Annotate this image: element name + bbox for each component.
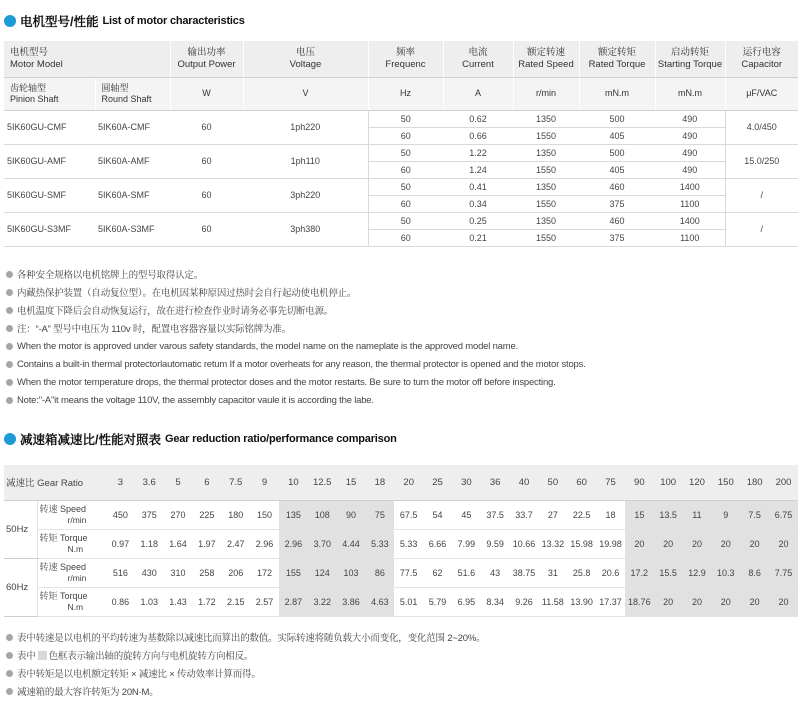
torque-cell: 405 <box>579 127 655 144</box>
freq-cell: 60 <box>368 161 443 178</box>
motor-row <box>4 212 798 229</box>
bullet-icon <box>6 343 13 350</box>
capacitor-cell: / <box>725 178 798 212</box>
note-item: When the motor is approved under varous safety standards, the model name on the nameplate is the approved model name. <box>6 337 586 355</box>
frequency-label: 60Hz <box>4 558 37 616</box>
gear-ratio-cell: 3.6 <box>135 465 164 500</box>
current-cell: 0.34 <box>443 195 513 212</box>
gear-ratio-cell: 120 <box>683 465 712 500</box>
motor-section-title-en: List of motor characteristics <box>102 15 245 27</box>
gear-speed-value: 13.5 <box>654 500 683 529</box>
bullet-icon <box>6 289 13 296</box>
rated-speed-header: 额定转速 Rated Speed <box>513 41 579 77</box>
bullet-icon <box>6 361 13 368</box>
torque-cell: 460 <box>579 178 655 195</box>
bullet-icon <box>6 307 13 314</box>
unit-capacitor: μF/VAC <box>725 77 798 110</box>
gear-speed-value: 103 <box>337 558 366 587</box>
gear-torque-value: 0.86 <box>106 587 135 616</box>
speed-cell: 1550 <box>513 229 579 246</box>
freq-cell: 50 <box>368 110 443 127</box>
motor-model-round: 5IK60A-SMF <box>95 178 170 212</box>
gear-speed-value: 33.7 <box>510 500 539 529</box>
torque-label: 转矩 Torque N.m <box>37 529 106 558</box>
gear-speed-value: 516 <box>106 558 135 587</box>
gear-ratio-cell: 12.5 <box>308 465 337 500</box>
motor-notes <box>6 265 586 409</box>
gear-torque-row <box>4 529 798 558</box>
freq-cell: 50 <box>368 144 443 161</box>
gear-torque-value: 20 <box>740 529 769 558</box>
gear-ratio-cell: 150 <box>711 465 740 500</box>
gear-ratio-cell: 20 <box>394 465 423 500</box>
torque-cell: 500 <box>579 144 655 161</box>
note-item: When the motor temperature drops, the thermal protector doses and the motor restarts. Be sure to turn the motor off before inspecting. <box>6 373 586 391</box>
gear-speed-value: 90 <box>337 500 366 529</box>
note-item: Contains a built-in thermal protectorlautomatic retum If a motor overheats for any reason, the thermal protector is opened and the motor stops. <box>6 355 586 373</box>
gear-speed-value: 7.75 <box>769 558 798 587</box>
frequency-header: 频率 Frequenc <box>368 41 443 77</box>
gear-ratio-label: 减速比 Gear Ratio <box>4 465 106 500</box>
rated-torque-header: 额定转矩 Rated Torque <box>579 41 655 77</box>
start-cell: 1400 <box>655 178 725 195</box>
gear-section-title <box>4 431 397 447</box>
gear-torque-value: 6.66 <box>423 529 452 558</box>
bullet-icon <box>6 670 13 677</box>
gear-speed-value: 37.5 <box>481 500 510 529</box>
motor-row <box>4 178 798 195</box>
start-cell: 490 <box>655 144 725 161</box>
gear-torque-value: 13.90 <box>567 587 596 616</box>
gear-speed-value: 450 <box>106 500 135 529</box>
gear-speed-value: 51.6 <box>452 558 481 587</box>
gear-ratio-cell: 40 <box>510 465 539 500</box>
gear-speed-value: 124 <box>308 558 337 587</box>
gear-torque-value: 1.43 <box>164 587 193 616</box>
bullet-icon <box>6 397 13 404</box>
output-power-cell: 60 <box>170 212 243 246</box>
gear-torque-value: 2.87 <box>279 587 308 616</box>
gear-ratio-cell: 60 <box>567 465 596 500</box>
gear-torque-value: 1.64 <box>164 529 193 558</box>
gear-torque-value: 17.37 <box>596 587 625 616</box>
start-cell: 490 <box>655 127 725 144</box>
freq-cell: 60 <box>368 195 443 212</box>
bullet-icon <box>6 652 13 659</box>
gear-speed-value: 15 <box>625 500 654 529</box>
gear-speed-row <box>4 558 798 587</box>
motor-characteristics-table <box>4 41 798 247</box>
gear-torque-value: 11.58 <box>538 587 567 616</box>
voltage-cell: 3ph380 <box>243 212 368 246</box>
gear-torque-value: 9.59 <box>481 529 510 558</box>
gear-ratio-cell: 50 <box>538 465 567 500</box>
gear-speed-value: 7.5 <box>740 500 769 529</box>
gear-torque-value: 9.26 <box>510 587 539 616</box>
gear-torque-value: 5.79 <box>423 587 452 616</box>
gear-speed-value: 430 <box>135 558 164 587</box>
gear-torque-value: 3.86 <box>337 587 366 616</box>
motor-model-round: 5IK60A-S3MF <box>95 212 170 246</box>
gear-speed-value: 206 <box>221 558 250 587</box>
gear-speed-value: 12.9 <box>683 558 712 587</box>
gear-torque-value: 20 <box>654 529 683 558</box>
section-bullet-icon <box>4 433 16 445</box>
gear-torque-value: 1.03 <box>135 587 164 616</box>
gear-speed-value: 27 <box>538 500 567 529</box>
starting-torque-header: 启动转矩 Starting Torque <box>655 41 725 77</box>
motor-model-pinion: 5IK60GU-AMF <box>4 144 95 178</box>
motor-row <box>4 110 798 127</box>
gear-ratio-cell: 5 <box>164 465 193 500</box>
freq-cell: 60 <box>368 127 443 144</box>
motor-model-pinion: 5IK60GU-S3MF <box>4 212 95 246</box>
gear-torque-value: 7.99 <box>452 529 481 558</box>
torque-cell: 500 <box>579 110 655 127</box>
gear-speed-value: 6.75 <box>769 500 798 529</box>
gear-torque-value: 19.98 <box>596 529 625 558</box>
gear-ratio-cell: 90 <box>625 465 654 500</box>
gear-speed-row <box>4 500 798 529</box>
note-item: 表中转速是以电机的平均转速为基数除以减速比而算出的数值。实际转速将随负载大小而变化，变化范围 2~20%。 <box>6 628 485 646</box>
gear-speed-value: 20.6 <box>596 558 625 587</box>
speed-label: 转速 Speed r/min <box>37 500 106 529</box>
gear-speed-value: 25.8 <box>567 558 596 587</box>
note-item: 各种安全规格以电机铭牌上的型号取得认定。 <box>6 265 586 283</box>
current-header: 电流 Current <box>443 41 513 77</box>
motor-model-header: 电机型号 Motor Model <box>4 41 170 77</box>
gear-speed-value: 18 <box>596 500 625 529</box>
capacitor-cell: 15.0/250 <box>725 144 798 178</box>
freq-cell: 50 <box>368 178 443 195</box>
motor-section-title-cn: 电机型号/性能 <box>20 15 99 29</box>
gear-torque-value: 18.76 <box>625 587 654 616</box>
motor-model-pinion: 5IK60GU-SMF <box>4 178 95 212</box>
gear-section-title-en: Gear reduction ratio/performance comparison <box>164 433 397 445</box>
start-cell: 1100 <box>655 229 725 246</box>
gear-speed-value: 9 <box>711 500 740 529</box>
gear-ratio-cell: 100 <box>654 465 683 500</box>
gear-speed-value: 135 <box>279 500 308 529</box>
output-power-header: 输出功率 Output Power <box>170 41 243 77</box>
unit-torque: mN.m <box>579 77 655 110</box>
gear-speed-value: 225 <box>192 500 221 529</box>
bullet-icon <box>6 688 13 695</box>
unit-voltage: V <box>243 77 368 110</box>
unit-speed: r/min <box>513 77 579 110</box>
note-item: 减速箱的最大容许转矩为 20N·M。 <box>6 682 485 700</box>
gear-speed-value: 11 <box>683 500 712 529</box>
gear-torque-value: 20 <box>654 587 683 616</box>
current-cell: 0.41 <box>443 178 513 195</box>
bullet-icon <box>6 271 13 278</box>
gear-torque-value: 13.32 <box>538 529 567 558</box>
gear-torque-value: 20 <box>683 587 712 616</box>
gear-torque-value: 5.01 <box>394 587 423 616</box>
pinion-shaft-header: 齿轮轴型 Pinion Shaft <box>4 77 95 110</box>
gear-notes <box>6 628 485 700</box>
current-cell: 0.62 <box>443 110 513 127</box>
speed-cell: 1550 <box>513 195 579 212</box>
gear-ratio-cell: 10 <box>279 465 308 500</box>
gear-torque-value: 20 <box>740 587 769 616</box>
gear-torque-value: 20 <box>711 587 740 616</box>
gear-speed-value: 67.5 <box>394 500 423 529</box>
gear-section-title-cn: 减速箱减速比/性能对照表 <box>20 433 161 447</box>
gear-speed-value: 77.5 <box>394 558 423 587</box>
gear-speed-value: 150 <box>250 500 279 529</box>
start-cell: 1400 <box>655 212 725 229</box>
gear-torque-value: 2.15 <box>221 587 250 616</box>
bullet-icon <box>6 379 13 386</box>
unit-frequency: Hz <box>368 77 443 110</box>
start-cell: 1100 <box>655 195 725 212</box>
voltage-cell: 3ph220 <box>243 178 368 212</box>
gear-torque-value: 5.33 <box>394 529 423 558</box>
motor-model-round: 5IK60A-AMF <box>95 144 170 178</box>
motor-row <box>4 144 798 161</box>
gear-torque-value: 20 <box>625 529 654 558</box>
gear-torque-value: 6.95 <box>452 587 481 616</box>
capacitor-cell: 4.0/450 <box>725 110 798 144</box>
gear-torque-value: 20 <box>769 587 798 616</box>
round-shaft-header: 圆轴型 Round Shaft <box>95 77 170 110</box>
gear-speed-value: 108 <box>308 500 337 529</box>
gear-ratio-cell: 6 <box>192 465 221 500</box>
gear-speed-value: 172 <box>250 558 279 587</box>
speed-label: 转速 Speed r/min <box>37 558 106 587</box>
torque-cell: 405 <box>579 161 655 178</box>
gear-speed-value: 38.75 <box>510 558 539 587</box>
capacitor-cell: / <box>725 212 798 246</box>
output-power-cell: 60 <box>170 178 243 212</box>
gear-speed-value: 75 <box>365 500 394 529</box>
current-cell: 0.25 <box>443 212 513 229</box>
gear-ratio-cell: 200 <box>769 465 798 500</box>
gear-speed-value: 22.5 <box>567 500 596 529</box>
gear-speed-value: 180 <box>221 500 250 529</box>
gear-speed-value: 155 <box>279 558 308 587</box>
gear-ratio-cell: 36 <box>481 465 510 500</box>
gear-torque-value: 5.33 <box>365 529 394 558</box>
gear-torque-value: 10.66 <box>510 529 539 558</box>
note-item: 表中转矩是以电机额定转矩 × 减速比 × 传动效率计算而得。 <box>6 664 485 682</box>
gear-speed-value: 17.2 <box>625 558 654 587</box>
unit-current: A <box>443 77 513 110</box>
note-item: 电机温度下降后会自动恢复运行，故在进行检查作业时请务必事先切断电源。 <box>6 301 586 319</box>
speed-cell: 1550 <box>513 161 579 178</box>
current-cell: 1.22 <box>443 144 513 161</box>
current-cell: 0.21 <box>443 229 513 246</box>
gear-speed-value: 10.3 <box>711 558 740 587</box>
torque-cell: 460 <box>579 212 655 229</box>
note-item: Note:"-A"it means the voltage 110V, the assembly capacitor vaule it is according the labe. <box>6 391 586 409</box>
gear-speed-value: 45 <box>452 500 481 529</box>
unit-power: W <box>170 77 243 110</box>
motor-section-title <box>4 13 245 29</box>
gear-ratio-cell: 25 <box>423 465 452 500</box>
output-power-cell: 60 <box>170 110 243 144</box>
gear-speed-value: 375 <box>135 500 164 529</box>
freq-cell: 60 <box>368 229 443 246</box>
gear-ratio-cell: 18 <box>365 465 394 500</box>
frequency-label: 50Hz <box>4 500 37 558</box>
section-bullet-icon <box>4 15 16 27</box>
gear-speed-value: 43 <box>481 558 510 587</box>
speed-cell: 1550 <box>513 127 579 144</box>
gear-torque-value: 15.98 <box>567 529 596 558</box>
gear-torque-value: 8.34 <box>481 587 510 616</box>
capacitor-header: 运行电容 Capacitor <box>725 41 798 77</box>
start-cell: 490 <box>655 161 725 178</box>
voltage-cell: 1ph220 <box>243 110 368 144</box>
gear-torque-value: 4.63 <box>365 587 394 616</box>
gear-torque-value: 20 <box>769 529 798 558</box>
current-cell: 1.24 <box>443 161 513 178</box>
gear-speed-value: 62 <box>423 558 452 587</box>
note-item: 表中 色框表示输出轴的旋转方向与电机旋转方向相反。 <box>6 646 485 664</box>
freq-cell: 50 <box>368 212 443 229</box>
gear-torque-value: 2.96 <box>279 529 308 558</box>
gear-reduction-table <box>4 465 798 617</box>
gear-ratio-cell: 30 <box>452 465 481 500</box>
gear-ratio-cell: 3 <box>106 465 135 500</box>
output-power-cell: 60 <box>170 144 243 178</box>
bullet-icon <box>6 325 13 332</box>
note-item: 内藏热保护装置（自动复位型）。在电机因某种原因过热时会自行起动使电机停止。 <box>6 283 586 301</box>
speed-cell: 1350 <box>513 178 579 195</box>
start-cell: 490 <box>655 110 725 127</box>
gear-torque-value: 1.18 <box>135 529 164 558</box>
speed-cell: 1350 <box>513 110 579 127</box>
note-item: 注：“-A” 型号中电压为 110v 时，配置电容器容量以实际铭牌为准。 <box>6 319 586 337</box>
gear-ratio-header-row <box>4 465 798 500</box>
gear-torque-value: 2.47 <box>221 529 250 558</box>
gear-ratio-cell: 180 <box>740 465 769 500</box>
gear-ratio-cell: 9 <box>250 465 279 500</box>
gear-torque-row <box>4 587 798 616</box>
gray-box-swatch <box>38 651 47 660</box>
gear-speed-value: 8.6 <box>740 558 769 587</box>
bullet-icon <box>6 634 13 641</box>
gear-torque-value: 20 <box>683 529 712 558</box>
unit-starting-torque: mN.m <box>655 77 725 110</box>
current-cell: 0.66 <box>443 127 513 144</box>
gear-speed-value: 86 <box>365 558 394 587</box>
gear-torque-value: 1.72 <box>192 587 221 616</box>
gear-torque-value: 0.97 <box>106 529 135 558</box>
torque-cell: 375 <box>579 195 655 212</box>
torque-cell: 375 <box>579 229 655 246</box>
gear-ratio-cell: 7.5 <box>221 465 250 500</box>
torque-label: 转矩 Torque N.m <box>37 587 106 616</box>
gear-ratio-cell: 15 <box>337 465 366 500</box>
gear-torque-value: 2.96 <box>250 529 279 558</box>
gear-torque-value: 3.22 <box>308 587 337 616</box>
gear-torque-value: 1.97 <box>192 529 221 558</box>
voltage-cell: 1ph110 <box>243 144 368 178</box>
speed-cell: 1350 <box>513 144 579 161</box>
gear-torque-value: 2.57 <box>250 587 279 616</box>
gear-torque-value: 4.44 <box>337 529 366 558</box>
gear-torque-value: 3.70 <box>308 529 337 558</box>
gear-ratio-cell: 75 <box>596 465 625 500</box>
gear-torque-value: 20 <box>711 529 740 558</box>
motor-model-round: 5IK60A-CMF <box>95 110 170 144</box>
gear-speed-value: 31 <box>538 558 567 587</box>
motor-model-pinion: 5IK60GU-CMF <box>4 110 95 144</box>
gear-speed-value: 258 <box>192 558 221 587</box>
gear-speed-value: 54 <box>423 500 452 529</box>
voltage-header: 电压 Voltage <box>243 41 368 77</box>
gear-speed-value: 15.5 <box>654 558 683 587</box>
gear-speed-value: 310 <box>164 558 193 587</box>
speed-cell: 1350 <box>513 212 579 229</box>
gear-speed-value: 270 <box>164 500 193 529</box>
